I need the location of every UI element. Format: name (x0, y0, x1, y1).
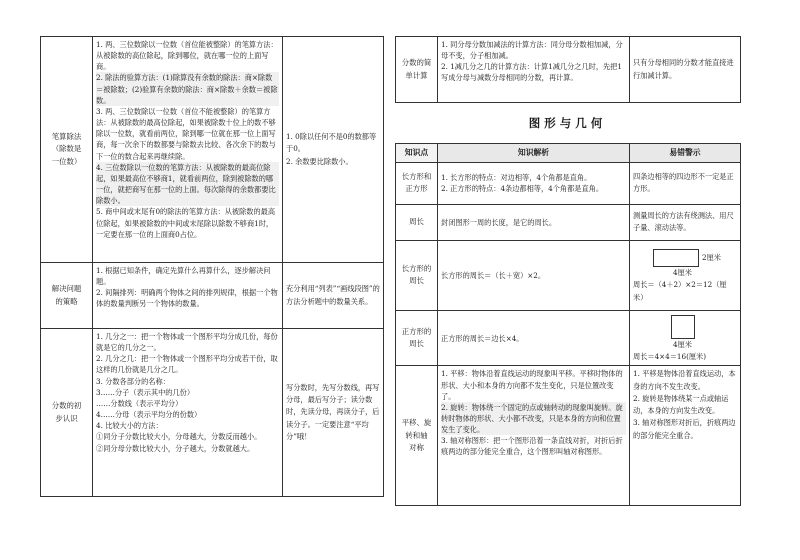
list-item: 2. 正方形的特点：4条边都相等，4个角都是直角。 (441, 184, 604, 194)
content-cell (93, 263, 283, 329)
right-page (395, 36, 740, 506)
list-item: 3. 两、三位数除以一位数（首位不能被整除）的笔算方法：从被除数的最高位除起，如果被除数十位上的数不够除以一位数，就看前两位，除到哪一位就在那一位上面写商，每一次余下的数都要与除数去比较、各次余下的数与下一位的数合起来再继续除。 (96, 106, 276, 161)
topic-cell: 平移、旋 转和轴 对称 (396, 366, 438, 506)
table-row (396, 240, 741, 310)
table-row (41, 37, 384, 263)
list-item: 4. 三位数除以一位数的笔算方法：从被除数的最高位除起，如果最高位不够商1，就看前两位，除到被除数的哪一位，就把商写在那一位的上面。每次除得的余数都要比除数小。 (96, 162, 279, 207)
tip-cell: 写分数时，先写分数线，再写分母，最后写分子；读分数时，先读分母，再读分子，后读分子。一定要注意“平均分”哦！ (283, 329, 384, 497)
list-item: 2. 几分之几：把一个物体或一个图形平均分成若干份，取这样的几份就是几分之几。 (96, 354, 278, 375)
left-page (40, 36, 383, 497)
list-item: 3. 轴对称图形对折后，折痕两边的部分能完全重合。 (633, 418, 736, 440)
tip-cell: 测量周长的方法有绕测法、用尺子量、滚动法等。 (630, 204, 741, 240)
formula: 周长＝（4＋2）×2＝12（厘米） (633, 280, 727, 302)
content-cell (438, 366, 630, 506)
list-item: 2. 旋转：物体绕一个固定的点或轴转动的现象叫旋转。旋转时物体的形状、大小都不改变，只是本身的方向和位置发生了变化。 (441, 402, 626, 435)
table-row (396, 204, 741, 240)
topic-cell: 长方形和 正方形 (396, 162, 438, 204)
table-row (396, 366, 741, 506)
list-item: 1. 几分之一：把一个物体或一个图形平均分成几份，每份就是它的几分之一。 (96, 332, 278, 353)
topic-cell: 正方形的 周长 (396, 310, 438, 365)
list-item: 4……分母（表示平均分的份数） (96, 410, 202, 420)
square-shape (671, 315, 695, 339)
fraction-calc-table (395, 36, 741, 103)
topic-cell: 解决问题 的策略 (41, 263, 93, 329)
content-cell (93, 329, 283, 497)
formula: 周长＝4×4＝16(厘米) (633, 352, 707, 362)
rectangle-figure (633, 249, 737, 267)
column-header: 知识点 (396, 143, 438, 162)
topic-cell: 周长 (396, 204, 438, 240)
list-item: ……分数线（表示平均分） (96, 398, 183, 408)
list-item: 1. 平移是物体沿着直线运动，本身的方向不发生改变。 (633, 369, 736, 391)
list-item: 1. 根据已知条件，确定先算什么再算什么，逐步解决问题。 (96, 266, 271, 287)
left-knowledge-table (40, 36, 384, 497)
table-row (41, 329, 384, 497)
content-cell (438, 37, 630, 103)
geometry-table (395, 143, 741, 507)
list-item: 2. 间隔排列：明确两个物体之间的排列规律，根据一个物体的数量判断另一个物体的数量。 (96, 288, 278, 309)
list-item: ①同分子分数比较大小，分母越大，分数反而越小。 (96, 432, 262, 442)
table-header-row (396, 143, 741, 162)
list-item: ②同分母分数比较大小，分子越大，分数就越大。 (96, 443, 255, 453)
list-item: 3……分子（表示其中的几份） (96, 387, 195, 397)
list-item: 5. 商中间或末尾有0的除法的笔算方法：从被除数的最高位除起，如果被除数的中间或末尾除以除数不够商1时，一定要在那一位的上面商0占位。 (96, 207, 276, 239)
list-item: 3. 轴对称图形：把一个图形沿着一条直线对折，对折后折痕两边的部分能完全重合，这个图形叫轴对称图形。 (441, 436, 623, 457)
tip-cell (630, 310, 741, 365)
content-cell (93, 37, 283, 263)
content-cell: 长方形的周长＝（长＋宽）×2。 (438, 240, 630, 310)
list-item: 1. 同分母分数加减法的计算方法：同分母分数相加减，分母不变，分子相加减。 (441, 40, 623, 61)
column-header: 知识解析 (438, 143, 630, 162)
content-cell: 正方形的周长＝边长×4。 (438, 310, 630, 365)
list-item: 1. 平移：物体沿着直线运动的现象叫平移。平移时物体的形状、大小和本身的方向都不发生变化，只是位置改变了。 (441, 369, 623, 401)
topic-cell: 分数的初 步认识 (41, 329, 93, 497)
list-item: 1. 两、三位数除以一位数（首位能被整除）的笔算方法：从被除数的高位除起，除到哪位，就在哪一位的上面写商。 (96, 40, 278, 72)
section-title: 图形与几何 (528, 116, 607, 130)
content-cell: 封闭图形一周的长度，是它的周长。 (438, 204, 630, 240)
tip-cell (630, 240, 741, 310)
side-label: 4厘米 (673, 339, 692, 349)
table-row (396, 162, 741, 204)
list-item: 2. 除法的验算方法：(1)除算没有余数的除法：商×除数＝被除数；(2)验算有余数的除法：商×除数＋余数＝被除数。 (96, 73, 278, 105)
list-item: 3. 分数各部分的名称： (96, 376, 170, 386)
tip-cell: 1. 0除以任何不是0的数都等于0。 2. 余数要比除数小。 (283, 37, 384, 263)
column-header: 易错警示 (630, 143, 741, 162)
tip-cell: 充分利用“列表”“画线段图”的方法分析题中的数量关系。 (283, 263, 384, 329)
list-item: 1. 长方形的特点：对边相等，4个角都是直角。 (441, 173, 592, 183)
tip-cell (630, 366, 741, 506)
content-cell (438, 162, 630, 204)
tip-cell: 只有分母相同的分数才能直接进行加减计算。 (630, 37, 741, 103)
length-label: 4厘米 (673, 268, 692, 278)
topic-cell: 分数的简 单计算 (396, 37, 438, 103)
list-item: 2. 旋转是物体绕某一点或轴运动，本身的方向发生改变。 (633, 393, 729, 416)
table-row (41, 263, 384, 329)
list-item: 4. 比较大小的方法： (96, 421, 163, 431)
table-row (396, 37, 741, 103)
topic-cell: 笔算除法 （除数是 一位数） (41, 37, 93, 263)
tip-cell: 四条边相等的四边形不一定是正方形。 (630, 162, 741, 204)
table-row (396, 310, 741, 365)
list-item: 2. 1减几分之几的计算方法：计算1减几分之几时，先把1写成分母与减数分母相同的分数，再计算。 (441, 62, 622, 83)
topic-cell: 长方形的 周长 (396, 240, 438, 310)
width-label: 2厘米 (702, 252, 721, 262)
rectangle-shape (653, 249, 699, 267)
